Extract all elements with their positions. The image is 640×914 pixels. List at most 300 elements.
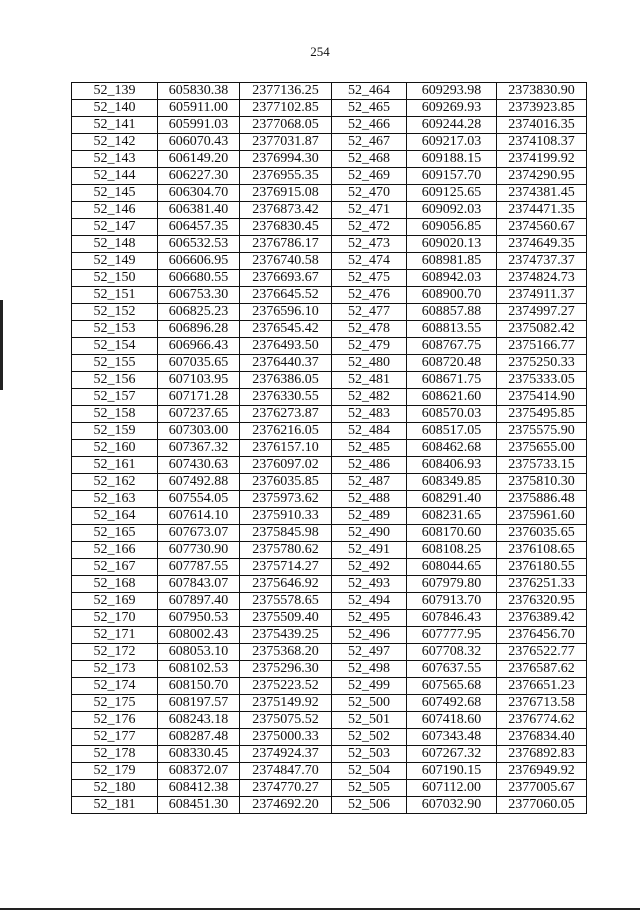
easting-right-cell: 608108.25: [407, 542, 497, 559]
northing-right-cell: 2375575.90: [497, 423, 587, 440]
northing-left-cell: 2375714.27: [240, 559, 332, 576]
easting-left-cell: 606070.43: [158, 134, 240, 151]
northing-left-cell: 2376786.17: [240, 236, 332, 253]
table-row: [72, 559, 587, 576]
northing-right-cell: 2376949.92: [497, 763, 587, 780]
table-row: [72, 185, 587, 202]
northing-left-cell: 2375368.20: [240, 644, 332, 661]
easting-left-cell: 607843.07: [158, 576, 240, 593]
point-id-left-cell: 52_162: [72, 474, 158, 491]
easting-left-cell: 607673.07: [158, 525, 240, 542]
point-id-left-cell: 52_156: [72, 372, 158, 389]
point-id-right-cell: 52_479: [332, 338, 407, 355]
easting-left-cell: 608412.38: [158, 780, 240, 797]
northing-right-cell: 2376834.40: [497, 729, 587, 746]
point-id-left-cell: 52_154: [72, 338, 158, 355]
point-id-left-cell: 52_166: [72, 542, 158, 559]
easting-left-cell: 606457.35: [158, 219, 240, 236]
point-id-right-cell: 52_499: [332, 678, 407, 695]
easting-right-cell: 609020.13: [407, 236, 497, 253]
table-row: [72, 525, 587, 542]
easting-left-cell: 606532.53: [158, 236, 240, 253]
easting-right-cell: 608462.68: [407, 440, 497, 457]
table-row: [72, 236, 587, 253]
northing-right-cell: 2373830.90: [497, 83, 587, 100]
point-id-left-cell: 52_140: [72, 100, 158, 117]
easting-left-cell: 606606.95: [158, 253, 240, 270]
table-row: [72, 627, 587, 644]
easting-left-cell: 608053.10: [158, 644, 240, 661]
northing-left-cell: 2376157.10: [240, 440, 332, 457]
easting-right-cell: 608857.88: [407, 304, 497, 321]
easting-right-cell: 608517.05: [407, 423, 497, 440]
point-id-left-cell: 52_171: [72, 627, 158, 644]
easting-right-cell: 608044.65: [407, 559, 497, 576]
easting-right-cell: 607637.55: [407, 661, 497, 678]
easting-left-cell: 605911.00: [158, 100, 240, 117]
northing-right-cell: 2374381.45: [497, 185, 587, 202]
northing-left-cell: 2375223.52: [240, 678, 332, 695]
easting-left-cell: 606227.30: [158, 168, 240, 185]
point-id-right-cell: 52_504: [332, 763, 407, 780]
easting-left-cell: 608243.18: [158, 712, 240, 729]
page-number: 254: [310, 44, 330, 59]
northing-left-cell: 2376273.87: [240, 406, 332, 423]
point-id-left-cell: 52_147: [72, 219, 158, 236]
easting-left-cell: 608451.30: [158, 797, 240, 814]
table-row: [72, 797, 587, 814]
northing-right-cell: 2374290.95: [497, 168, 587, 185]
easting-left-cell: 607303.00: [158, 423, 240, 440]
point-id-left-cell: 52_175: [72, 695, 158, 712]
point-id-right-cell: 52_489: [332, 508, 407, 525]
northing-left-cell: 2375845.98: [240, 525, 332, 542]
point-id-left-cell: 52_173: [72, 661, 158, 678]
table-row: [72, 134, 587, 151]
northing-left-cell: 2376915.08: [240, 185, 332, 202]
table-row: [72, 202, 587, 219]
table-row: [72, 423, 587, 440]
table-row: [72, 474, 587, 491]
easting-right-cell: 609188.15: [407, 151, 497, 168]
point-id-left-cell: 52_161: [72, 457, 158, 474]
northing-right-cell: 2375414.90: [497, 389, 587, 406]
easting-left-cell: 608150.70: [158, 678, 240, 695]
point-id-right-cell: 52_469: [332, 168, 407, 185]
easting-left-cell: 607035.65: [158, 355, 240, 372]
easting-left-cell: 608102.53: [158, 661, 240, 678]
northing-right-cell: 2375333.05: [497, 372, 587, 389]
table-row: [72, 304, 587, 321]
northing-right-cell: 2376892.83: [497, 746, 587, 763]
easting-right-cell: 609056.85: [407, 219, 497, 236]
northing-right-cell: 2374649.35: [497, 236, 587, 253]
northing-right-cell: 2374911.37: [497, 287, 587, 304]
northing-right-cell: 2373923.85: [497, 100, 587, 117]
northing-left-cell: 2377136.25: [240, 83, 332, 100]
northing-right-cell: 2375886.48: [497, 491, 587, 508]
point-id-left-cell: 52_144: [72, 168, 158, 185]
point-id-left-cell: 52_157: [72, 389, 158, 406]
easting-right-cell: 607190.15: [407, 763, 497, 780]
northing-left-cell: 2374847.70: [240, 763, 332, 780]
easting-left-cell: 608330.45: [158, 746, 240, 763]
easting-left-cell: 608372.07: [158, 763, 240, 780]
table-row: [72, 780, 587, 797]
northing-left-cell: 2375973.62: [240, 491, 332, 508]
point-id-left-cell: 52_155: [72, 355, 158, 372]
northing-right-cell: 2375082.42: [497, 321, 587, 338]
point-id-left-cell: 52_150: [72, 270, 158, 287]
northing-left-cell: 2376693.67: [240, 270, 332, 287]
point-id-right-cell: 52_492: [332, 559, 407, 576]
scan-edge-bottom: [0, 908, 640, 910]
northing-right-cell: 2377060.05: [497, 797, 587, 814]
northing-left-cell: 2376545.42: [240, 321, 332, 338]
northing-left-cell: 2377031.87: [240, 134, 332, 151]
point-id-right-cell: 52_488: [332, 491, 407, 508]
table-row: [72, 270, 587, 287]
northing-right-cell: 2374108.37: [497, 134, 587, 151]
point-id-left-cell: 52_149: [72, 253, 158, 270]
point-id-right-cell: 52_465: [332, 100, 407, 117]
point-id-left-cell: 52_160: [72, 440, 158, 457]
northing-right-cell: 2376389.42: [497, 610, 587, 627]
easting-left-cell: 607787.55: [158, 559, 240, 576]
easting-left-cell: 606149.20: [158, 151, 240, 168]
northing-right-cell: 2374737.37: [497, 253, 587, 270]
northing-right-cell: 2376456.70: [497, 627, 587, 644]
northing-left-cell: 2375075.52: [240, 712, 332, 729]
point-id-right-cell: 52_495: [332, 610, 407, 627]
coordinates-table: [71, 82, 587, 814]
northing-right-cell: 2374560.67: [497, 219, 587, 236]
point-id-right-cell: 52_482: [332, 389, 407, 406]
northing-left-cell: 2376873.42: [240, 202, 332, 219]
easting-right-cell: 608981.85: [407, 253, 497, 270]
point-id-left-cell: 52_151: [72, 287, 158, 304]
point-id-right-cell: 52_464: [332, 83, 407, 100]
point-id-right-cell: 52_474: [332, 253, 407, 270]
point-id-left-cell: 52_170: [72, 610, 158, 627]
northing-left-cell: 2376994.30: [240, 151, 332, 168]
northing-left-cell: 2376645.52: [240, 287, 332, 304]
northing-left-cell: 2376955.35: [240, 168, 332, 185]
table-row: [72, 542, 587, 559]
point-id-right-cell: 52_494: [332, 593, 407, 610]
point-id-left-cell: 52_143: [72, 151, 158, 168]
easting-left-cell: 607950.53: [158, 610, 240, 627]
table-row: [72, 508, 587, 525]
table-row: [72, 100, 587, 117]
point-id-left-cell: 52_142: [72, 134, 158, 151]
northing-right-cell: 2376713.58: [497, 695, 587, 712]
northing-right-cell: 2374199.92: [497, 151, 587, 168]
northing-right-cell: 2376251.33: [497, 576, 587, 593]
easting-left-cell: 606753.30: [158, 287, 240, 304]
northing-left-cell: 2377102.85: [240, 100, 332, 117]
easting-right-cell: 607979.80: [407, 576, 497, 593]
point-id-left-cell: 52_164: [72, 508, 158, 525]
table-row: [72, 253, 587, 270]
point-id-right-cell: 52_466: [332, 117, 407, 134]
table-row: [72, 712, 587, 729]
table-row: [72, 389, 587, 406]
point-id-right-cell: 52_483: [332, 406, 407, 423]
table-row: [72, 746, 587, 763]
table-row: [72, 117, 587, 134]
easting-left-cell: 606381.40: [158, 202, 240, 219]
northing-left-cell: 2376035.85: [240, 474, 332, 491]
point-id-left-cell: 52_146: [72, 202, 158, 219]
easting-left-cell: 607103.95: [158, 372, 240, 389]
easting-right-cell: 609157.70: [407, 168, 497, 185]
northing-right-cell: 2376320.95: [497, 593, 587, 610]
easting-right-cell: 607267.32: [407, 746, 497, 763]
northing-left-cell: 2375578.65: [240, 593, 332, 610]
easting-left-cell: 607897.40: [158, 593, 240, 610]
easting-right-cell: 607112.00: [407, 780, 497, 797]
northing-right-cell: 2375810.30: [497, 474, 587, 491]
northing-right-cell: 2374471.35: [497, 202, 587, 219]
point-id-right-cell: 52_477: [332, 304, 407, 321]
table-row: [72, 610, 587, 627]
easting-left-cell: 607614.10: [158, 508, 240, 525]
northing-left-cell: 2375509.40: [240, 610, 332, 627]
easting-right-cell: 607846.43: [407, 610, 497, 627]
northing-left-cell: 2376097.02: [240, 457, 332, 474]
table-row: [72, 661, 587, 678]
easting-left-cell: 606825.23: [158, 304, 240, 321]
northing-right-cell: 2376774.62: [497, 712, 587, 729]
easting-left-cell: 605991.03: [158, 117, 240, 134]
table-row: [72, 678, 587, 695]
easting-right-cell: 609293.98: [407, 83, 497, 100]
table-row: [72, 576, 587, 593]
scan-edge-left: [0, 300, 3, 390]
northing-right-cell: 2376587.62: [497, 661, 587, 678]
easting-right-cell: 608767.75: [407, 338, 497, 355]
point-id-left-cell: 52_153: [72, 321, 158, 338]
northing-left-cell: 2376440.37: [240, 355, 332, 372]
point-id-left-cell: 52_145: [72, 185, 158, 202]
point-id-right-cell: 52_505: [332, 780, 407, 797]
northing-left-cell: 2375646.92: [240, 576, 332, 593]
point-id-left-cell: 52_180: [72, 780, 158, 797]
point-id-right-cell: 52_500: [332, 695, 407, 712]
table-row: [72, 695, 587, 712]
table-row: [72, 763, 587, 780]
point-id-right-cell: 52_503: [332, 746, 407, 763]
point-id-right-cell: 52_491: [332, 542, 407, 559]
point-id-right-cell: 52_467: [332, 134, 407, 151]
easting-right-cell: 608942.03: [407, 270, 497, 287]
easting-left-cell: 606680.55: [158, 270, 240, 287]
easting-left-cell: 608002.43: [158, 627, 240, 644]
point-id-left-cell: 52_179: [72, 763, 158, 780]
northing-left-cell: 2376216.05: [240, 423, 332, 440]
point-id-left-cell: 52_176: [72, 712, 158, 729]
northing-left-cell: 2375780.62: [240, 542, 332, 559]
point-id-left-cell: 52_158: [72, 406, 158, 423]
point-id-right-cell: 52_490: [332, 525, 407, 542]
easting-left-cell: 606304.70: [158, 185, 240, 202]
northing-left-cell: 2374924.37: [240, 746, 332, 763]
easting-right-cell: 608720.48: [407, 355, 497, 372]
easting-left-cell: 607554.05: [158, 491, 240, 508]
point-id-left-cell: 52_148: [72, 236, 158, 253]
easting-right-cell: 608900.70: [407, 287, 497, 304]
northing-right-cell: 2375250.33: [497, 355, 587, 372]
easting-right-cell: 609244.28: [407, 117, 497, 134]
easting-right-cell: 608406.93: [407, 457, 497, 474]
point-id-left-cell: 52_152: [72, 304, 158, 321]
point-id-right-cell: 52_502: [332, 729, 407, 746]
easting-right-cell: 608231.65: [407, 508, 497, 525]
point-id-left-cell: 52_165: [72, 525, 158, 542]
northing-right-cell: 2375733.15: [497, 457, 587, 474]
easting-right-cell: 609217.03: [407, 134, 497, 151]
table-row: [72, 321, 587, 338]
point-id-right-cell: 52_496: [332, 627, 407, 644]
point-id-left-cell: 52_159: [72, 423, 158, 440]
easting-right-cell: 608349.85: [407, 474, 497, 491]
easting-right-cell: 608813.55: [407, 321, 497, 338]
table-row: [72, 355, 587, 372]
northing-right-cell: 2376035.65: [497, 525, 587, 542]
table-row: [72, 83, 587, 100]
coordinates-table-body: [72, 83, 587, 814]
easting-left-cell: 607730.90: [158, 542, 240, 559]
easting-left-cell: 607367.32: [158, 440, 240, 457]
easting-right-cell: 607343.48: [407, 729, 497, 746]
easting-right-cell: 607708.32: [407, 644, 497, 661]
easting-left-cell: 607430.63: [158, 457, 240, 474]
table-row: [72, 729, 587, 746]
northing-right-cell: 2374824.73: [497, 270, 587, 287]
northing-right-cell: 2374016.35: [497, 117, 587, 134]
point-id-left-cell: 52_181: [72, 797, 158, 814]
point-id-right-cell: 52_478: [332, 321, 407, 338]
point-id-left-cell: 52_168: [72, 576, 158, 593]
northing-right-cell: 2374997.27: [497, 304, 587, 321]
easting-left-cell: 607171.28: [158, 389, 240, 406]
point-id-right-cell: 52_484: [332, 423, 407, 440]
easting-left-cell: 607492.88: [158, 474, 240, 491]
easting-right-cell: 607418.60: [407, 712, 497, 729]
northing-right-cell: 2376522.77: [497, 644, 587, 661]
point-id-right-cell: 52_470: [332, 185, 407, 202]
point-id-right-cell: 52_480: [332, 355, 407, 372]
northing-left-cell: 2375910.33: [240, 508, 332, 525]
table-row: [72, 168, 587, 185]
point-id-right-cell: 52_468: [332, 151, 407, 168]
easting-right-cell: 607032.90: [407, 797, 497, 814]
point-id-left-cell: 52_172: [72, 644, 158, 661]
northing-left-cell: 2375000.33: [240, 729, 332, 746]
point-id-right-cell: 52_475: [332, 270, 407, 287]
easting-right-cell: 607492.68: [407, 695, 497, 712]
easting-left-cell: 606896.28: [158, 321, 240, 338]
point-id-right-cell: 52_473: [332, 236, 407, 253]
easting-right-cell: 607565.68: [407, 678, 497, 695]
northing-left-cell: 2374692.20: [240, 797, 332, 814]
easting-left-cell: 608287.48: [158, 729, 240, 746]
table-row: [72, 593, 587, 610]
point-id-right-cell: 52_476: [332, 287, 407, 304]
northing-right-cell: 2376108.65: [497, 542, 587, 559]
table-row: [72, 644, 587, 661]
point-id-right-cell: 52_506: [332, 797, 407, 814]
northing-left-cell: 2376386.05: [240, 372, 332, 389]
point-id-right-cell: 52_485: [332, 440, 407, 457]
northing-left-cell: 2377068.05: [240, 117, 332, 134]
table-row: [72, 219, 587, 236]
easting-left-cell: 608197.57: [158, 695, 240, 712]
easting-right-cell: 609269.93: [407, 100, 497, 117]
easting-right-cell: 609125.65: [407, 185, 497, 202]
northing-left-cell: 2375439.25: [240, 627, 332, 644]
point-id-left-cell: 52_178: [72, 746, 158, 763]
point-id-left-cell: 52_174: [72, 678, 158, 695]
easting-right-cell: 607913.70: [407, 593, 497, 610]
point-id-left-cell: 52_139: [72, 83, 158, 100]
northing-left-cell: 2376596.10: [240, 304, 332, 321]
table-row: [72, 491, 587, 508]
northing-right-cell: 2375655.00: [497, 440, 587, 457]
table-row: [72, 151, 587, 168]
northing-left-cell: 2376830.45: [240, 219, 332, 236]
easting-left-cell: 606966.43: [158, 338, 240, 355]
easting-right-cell: 608671.75: [407, 372, 497, 389]
point-id-right-cell: 52_497: [332, 644, 407, 661]
point-id-right-cell: 52_487: [332, 474, 407, 491]
northing-right-cell: 2377005.67: [497, 780, 587, 797]
table-row: [72, 457, 587, 474]
point-id-left-cell: 52_177: [72, 729, 158, 746]
point-id-right-cell: 52_472: [332, 219, 407, 236]
northing-right-cell: 2376180.55: [497, 559, 587, 576]
table-row: [72, 440, 587, 457]
northing-left-cell: 2376330.55: [240, 389, 332, 406]
easting-right-cell: 608291.40: [407, 491, 497, 508]
point-id-right-cell: 52_501: [332, 712, 407, 729]
easting-right-cell: 608621.60: [407, 389, 497, 406]
easting-left-cell: 607237.65: [158, 406, 240, 423]
easting-right-cell: 608570.03: [407, 406, 497, 423]
easting-right-cell: 608170.60: [407, 525, 497, 542]
easting-right-cell: 607777.95: [407, 627, 497, 644]
northing-left-cell: 2374770.27: [240, 780, 332, 797]
northing-left-cell: 2376493.50: [240, 338, 332, 355]
point-id-left-cell: 52_167: [72, 559, 158, 576]
northing-left-cell: 2375149.92: [240, 695, 332, 712]
point-id-right-cell: 52_471: [332, 202, 407, 219]
easting-left-cell: 605830.38: [158, 83, 240, 100]
point-id-right-cell: 52_498: [332, 661, 407, 678]
northing-left-cell: 2375296.30: [240, 661, 332, 678]
point-id-right-cell: 52_486: [332, 457, 407, 474]
table-row: [72, 287, 587, 304]
table-row: [72, 372, 587, 389]
point-id-left-cell: 52_169: [72, 593, 158, 610]
northing-right-cell: 2376651.23: [497, 678, 587, 695]
table-row: [72, 338, 587, 355]
point-id-right-cell: 52_493: [332, 576, 407, 593]
point-id-left-cell: 52_163: [72, 491, 158, 508]
northing-right-cell: 2375961.60: [497, 508, 587, 525]
northing-right-cell: 2375166.77: [497, 338, 587, 355]
